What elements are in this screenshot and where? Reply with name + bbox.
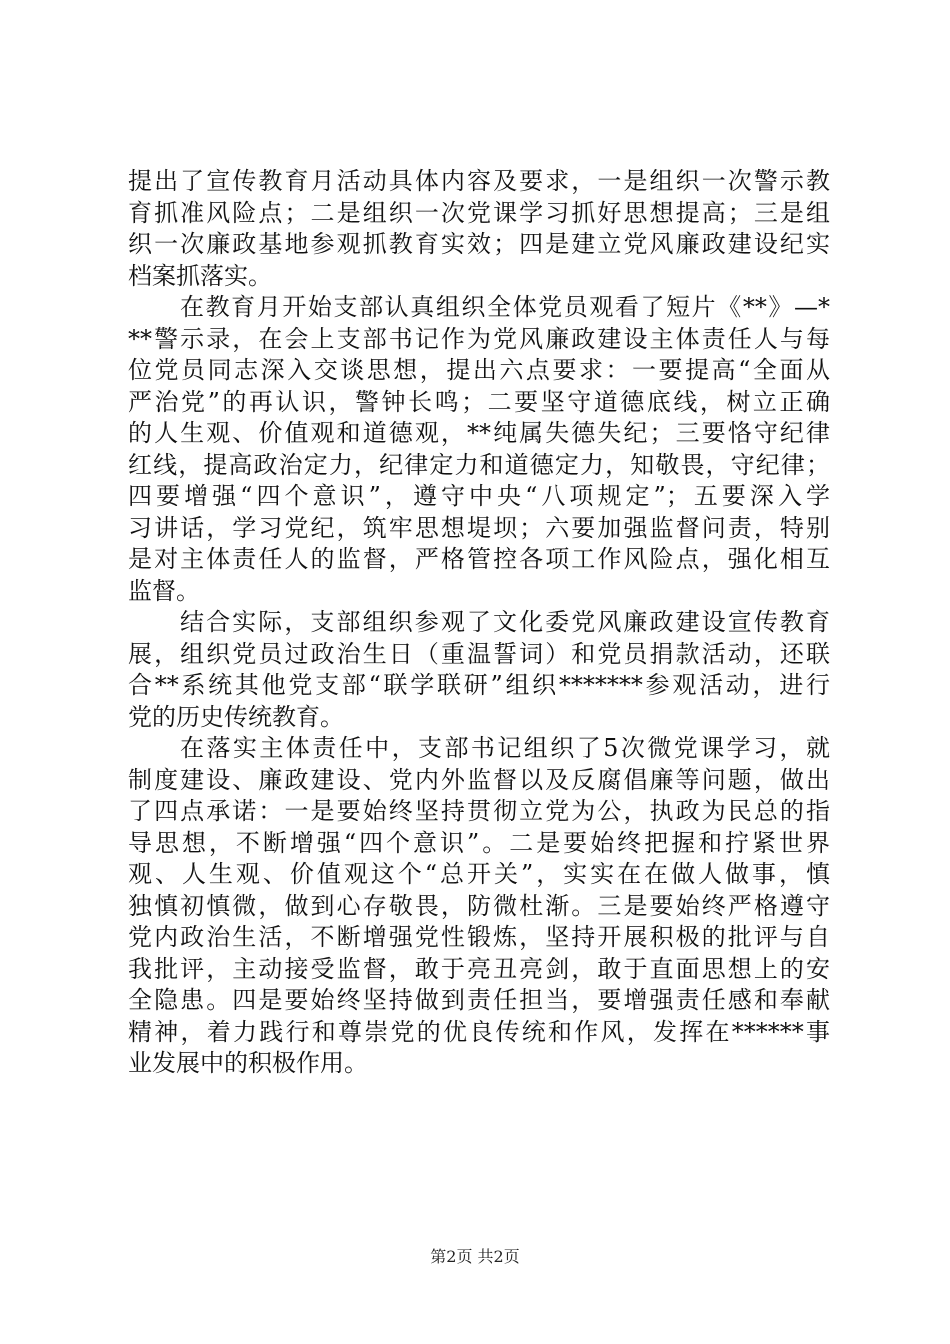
text-line: 党的历史传统教育。 <box>128 702 344 731</box>
page-footer: 第2页 共2页 <box>430 1247 520 1266</box>
text-line: 党内政治生活，不断增强党性锻炼，坚持开展积极的批评与自 <box>128 923 830 951</box>
text-line: 四要增强“四个意识”，遵守中央“八项规定”；五要深入学 <box>128 482 830 510</box>
paragraph-4 <box>128 733 830 1080</box>
paragraph-3 <box>128 607 830 733</box>
text-line: 位党员同志深入交谈思想，提出六点要求：一要提高“全面从 <box>128 356 830 384</box>
paragraph-2 <box>128 292 830 607</box>
text-line: 严治党”的再认识，警钟长鸣；二要坚守道德底线，树立正确 <box>128 387 830 416</box>
body-text <box>128 166 830 1080</box>
text-line: 育抓准风险点；二是组织一次党课学习抓好思想提高；三是组 <box>128 198 830 227</box>
text-line: 了四点承诺：一是要始终坚持贯彻立党为公，执政为民总的指 <box>128 797 830 825</box>
text-line: 合**系统其他党支部“联学联研”组织*******参观活动，进行 <box>128 671 830 699</box>
text-line: 业发展中的积极作用。 <box>128 1049 368 1077</box>
text-line: 精神，着力践行和尊崇党的优良传统和作风，发挥在******事 <box>128 1017 830 1046</box>
text-line: 我批评，主动接受监督，敢于亮丑亮剑，敢于直面思想上的安 <box>128 954 830 983</box>
text-line: 制度建设、廉政建设、党内外监督以及反腐倡廉等问题，做出 <box>128 765 830 794</box>
text-line: 导思想，不断增强“四个意识”。二是要始终把握和拧紧世界 <box>128 828 830 857</box>
text-line: 在教育月开始支部认真组织全体党员观看了短片《**》—* <box>180 293 830 321</box>
text-line: 的人生观、价值观和道德观，**纯属失德失纪；三要恪守纪律 <box>128 419 830 447</box>
text-line: 全隐患。四是要始终坚持做到责任担当，要增强责任感和奉献 <box>128 986 830 1014</box>
paragraph-1 <box>128 166 830 292</box>
text-line: 观、人生观、价值观这个“总开关”，实实在在做人做事，慎 <box>128 860 830 888</box>
text-line: 是对主体责任人的监督，严格管控各项工作风险点，强化相互 <box>128 545 830 573</box>
text-line: 在落实主体责任中，支部书记组织了5次微党课学习，就 <box>180 734 830 762</box>
text-line: 档案抓落实。 <box>128 261 272 290</box>
text-line: 展，组织党员过政治生日（重温誓词）和党员捐款活动，还联 <box>128 639 830 668</box>
text-line: 习讲话，学习党纪，筑牢思想堤坝；六要加强监督问责，特别 <box>128 513 830 542</box>
text-line: 结合实际，支部组织参观了文化委党风廉政建设宣传教育 <box>180 608 830 636</box>
text-line: 提出了宣传教育月活动具体内容及要求，一是组织一次警示教 <box>128 167 830 195</box>
text-line: 红线，提高政治定力，纪律定力和道德定力，知敬畏，守纪律； <box>128 450 830 479</box>
text-line: **警示录，在会上支部书记作为党风廉政建设主体责任人与每 <box>128 324 830 353</box>
text-line: 织一次廉政基地参观抓教育实效；四是建立党风廉政建设纪实 <box>128 230 830 258</box>
text-line: 监督。 <box>128 576 200 605</box>
text-line: 独慎初慎微，做到心存敬畏，防微杜渐。三是要始终严格遵守 <box>128 891 830 920</box>
